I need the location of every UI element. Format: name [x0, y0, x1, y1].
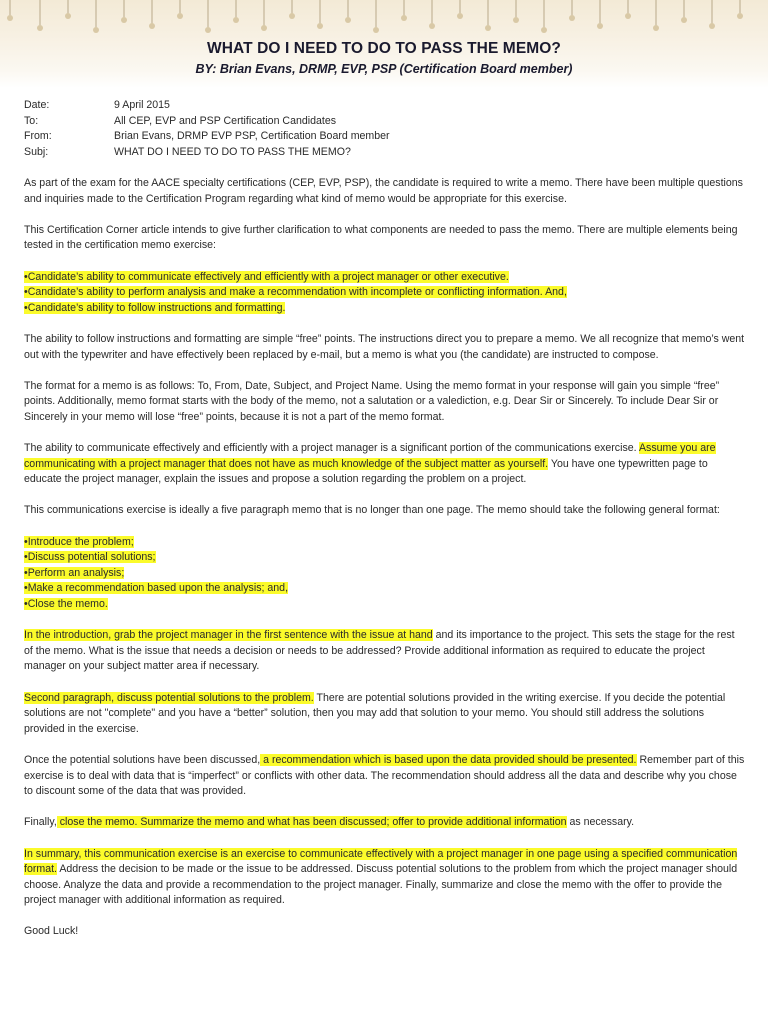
subj-value: WHAT DO I NEED TO DO TO PASS THE MEMO? — [114, 145, 351, 158]
text-span: You have one typewritten page to educate the project manager, explain the issues and propose a solution regarding the problem on a project. — [24, 457, 708, 486]
text-span: as necessary. — [566, 816, 635, 829]
paragraph-summary — [24, 847, 746, 909]
closing-text: Good Luck! — [24, 925, 79, 938]
paragraph-elements-intro: This Certification Corner article intends to give further clarification to what components are needed to pass the memo. There are multiple elements being tested in the certification memo exercise: — [24, 223, 738, 252]
decorative-banner — [0, 0, 768, 88]
author-byline: BY: Brian Evans, DRMP, EVP, PSP (Certification Board member) — [195, 62, 573, 76]
list-item: •Candidate’s ability to communicate effectively and efficiently with a project manager or other executive. — [24, 270, 509, 283]
pin-decoration-icon — [0, 0, 768, 40]
paragraph-format: The format for a memo is as follows: To, From, Date, Subject, and Project Name. Using the memo format in your response will gain you simple “free” points. Additionally, memo format starts with the body of the memo, not a salutation or a valediction, e.g. Dear Sir or Sincerely. To include Dear Sir or Sincerely in your memo will lose “free” points, because it is not a part of the memo format. — [24, 379, 720, 423]
from-label: From: — [24, 130, 52, 143]
text-span: Finally, — [24, 816, 57, 829]
to-label: To: — [24, 114, 39, 127]
text-span: Remember part of this exercise is to deal with data that is “imperfect” or conflicts with other data. The recommendation should address all the data and describe why you chose to discount some of the data that was provided. — [24, 753, 745, 798]
from-value: Brian Evans, DRMP EVP PSP, Certification Board member — [114, 130, 390, 143]
paragraph-recommendation — [24, 753, 746, 800]
text-span: Once the potential solutions have been discussed, — [24, 753, 261, 766]
highlighted-text: a recommendation which is based upon the data provided should be presented. — [260, 753, 637, 766]
highlighted-text: In the introduction, grab the project manager in the first sentence with the issue at hand — [24, 629, 433, 642]
text-span: The ability to communicate effectively and efficiently with a project manager is a significant portion of the communications exercise. — [24, 442, 637, 455]
date-label: Date: — [24, 99, 50, 111]
paragraph-introduction — [24, 628, 746, 675]
paragraph-intro: As part of the exam for the AACE specialty certifications (CEP, EVP, PSP), the candidate is required to write a memo. There have been multiple questions and inquiries made to the Certification Program regarding what kind of memo would be appropriate for this exercise. — [24, 176, 743, 205]
paragraph-five-paragraph: This communications exercise is ideally a five paragraph memo that is no longer than one page. The memo should take the following general format: — [24, 504, 720, 517]
memo-subj-row — [24, 145, 746, 161]
memo-date-row — [24, 98, 746, 114]
list-item: •Candidate’s ability to perform analysis and make a recommendation with incomplete or conflicting information. And, — [24, 286, 567, 299]
paragraph-free-points: The ability to follow instructions and formatting are simple “free” points. The instructions direct you to prepare a memo. We all recognize that memo’s went out with the typewriter and have effectively been replaced by e-mail, but a memo is what you (the candidate) are instructed to compose. — [24, 332, 745, 361]
date-value: 9 April 2015 — [114, 99, 170, 111]
highlighted-text: Assume you are communicating with a project manager that does not have as much knowledge of the subject matter as yourself. — [24, 442, 716, 470]
text-span: Address the decision to be made or the issue to be addressed. Discuss potential solutions to the problem from which the project manager should choose. Analyze the data and provide a recommendation to the project manager. Finally, summarize and close the memo with the offer to provide the project manager with additional information as required. — [24, 863, 738, 907]
subj-label: Subj: — [24, 145, 49, 158]
to-value: All CEP, EVP and PSP Certification Candidates — [114, 114, 337, 127]
text-span: and its importance to the project. This sets the stage for the rest of the memo. What is the issue that needs a decision or needs to be addressed? Provide additional information as required to educate the project manager on your subject matter area if necessary. — [24, 629, 735, 673]
list-item: •Introduce the problem; — [24, 535, 134, 548]
list-item: •Close the memo. — [24, 598, 108, 610]
list-item: •Candidate’s ability to follow instructions and formatting. — [24, 301, 286, 314]
highlighted-text: close the memo. Summarize the memo and what has been discussed; offer to provide additional information — [56, 816, 567, 829]
list-item: •Discuss potential solutions; — [24, 551, 156, 564]
list-item: •Make a recommendation based upon the analysis; and, — [24, 582, 289, 595]
paragraph-second — [24, 691, 746, 738]
page-title: WHAT DO I NEED TO DO TO PASS THE MEMO? — [207, 40, 561, 57]
highlighted-text: Second paragraph, discuss potential solutions to the problem. — [24, 691, 314, 704]
paragraph-communication — [24, 441, 746, 488]
text-span: There are potential solutions provided in the writing exercise. If you decide the potential solutions are not "complete" and you have a “better” solution, then you may add that solution to your memo. You should still address the solutions provided in the exercise. — [24, 691, 726, 735]
memo-from-row — [24, 129, 746, 145]
list-item: •Perform an analysis; — [24, 566, 125, 579]
memo-to-row — [24, 114, 746, 130]
memo-body — [24, 98, 746, 956]
paragraph-finally — [24, 815, 746, 831]
highlighted-text: In summary, this communication exercise is an exercise to communicate effectively with a project manager in one page using a specified communication format. — [24, 847, 738, 876]
